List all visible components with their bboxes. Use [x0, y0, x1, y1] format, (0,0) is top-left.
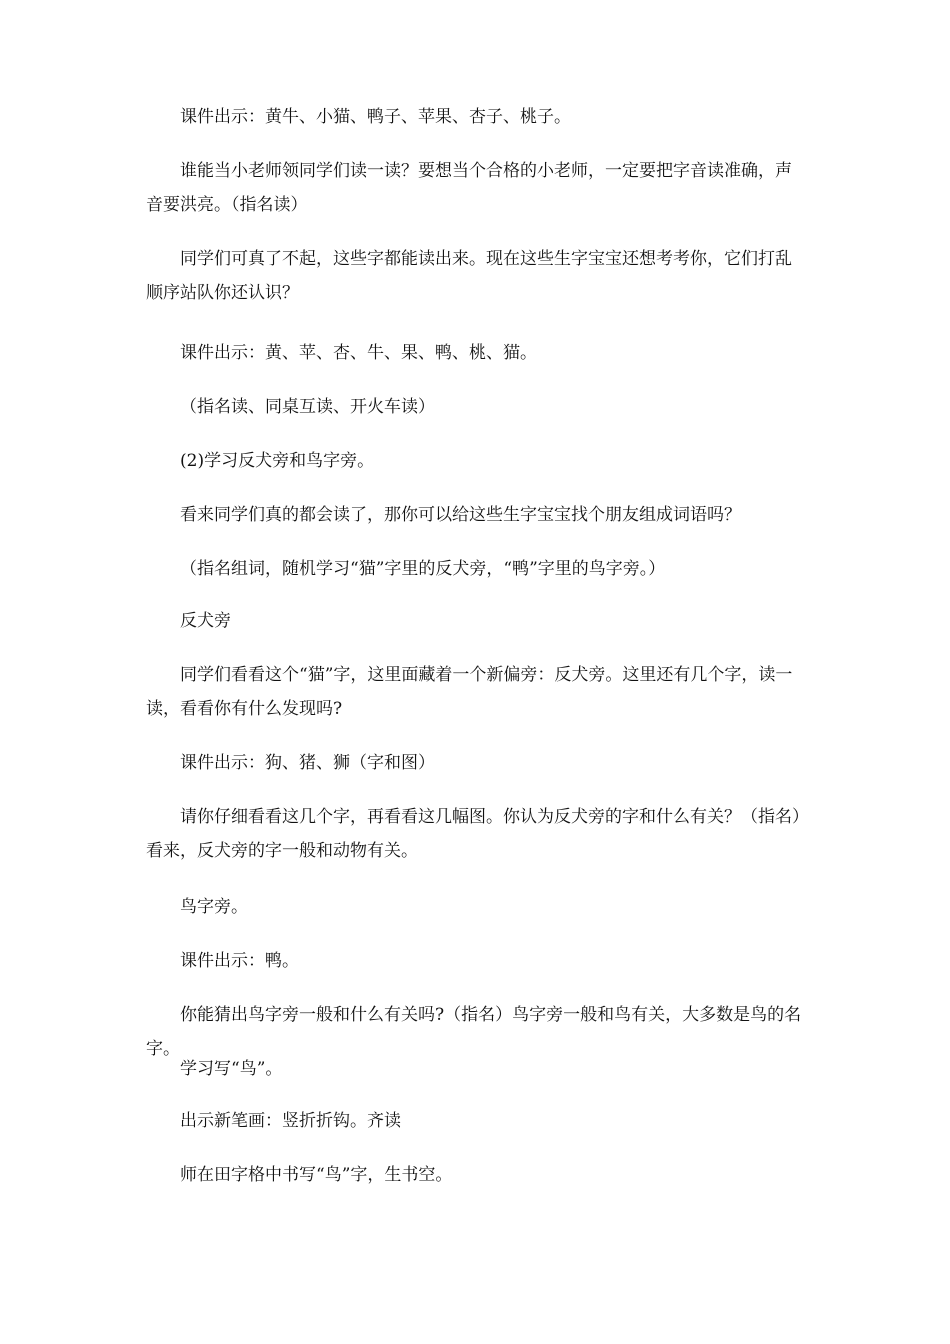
paragraph: 师在田字格中书写“鸟”字，生书空。 [180, 1165, 453, 1185]
paragraph: 课件出示：鸭。 [180, 951, 299, 971]
paragraph: 课件出示：狗、猪、狮（字和图） [180, 753, 435, 773]
paragraph: 你能猜出鸟字旁一般和什么有关吗?（指名）鸟字旁一般和鸟有关，大多数是鸟的名字。 [146, 1005, 802, 1059]
paragraph: 课件出示：黄、苹、杏、牛、果、鸭、桃、猫。 [180, 343, 537, 363]
paragraph: 学习写“鸟”。 [180, 1059, 283, 1079]
paragraph: （指名组词，随机学习“猫”字里的反犬旁，“鸭”字里的鸟字旁。） [180, 559, 666, 579]
paragraph: 谁能当小老师领同学们读一读？要想当个合格的小老师，一定要把字音读准确，声音要洪亮。（指名读） [146, 161, 792, 215]
paragraph: (2)学习反犬旁和鸟字旁。 [180, 451, 375, 471]
paragraph: 看来同学们真的都会读了，那你可以给这些生字宝宝找个朋友组成词语吗？ [180, 505, 741, 525]
section-heading: 鸟字旁。 [180, 897, 248, 917]
paragraph: 请你仔细看看这几个字，再看看这几幅图。你认为反犬旁的字和什么有关？（指名）看来，反犬旁的字一般和动物有关。 [146, 807, 801, 861]
paragraph: （指名读、同桌互读、开火车读） [180, 397, 435, 417]
section-heading: 反犬旁 [180, 611, 231, 631]
paragraph: 出示新笔画：竖折折钩。齐读 [180, 1111, 401, 1131]
paragraph: 课件出示：黄牛、小猫、鸭子、苹果、杏子、桃子。 [180, 107, 571, 127]
paragraph: 同学们可真了不起，这些字都能读出来。现在这些生字宝宝还想考考你，它们打乱顺序站队你还认识？ [146, 249, 792, 303]
paragraph: 同学们看看这个“猫”字，这里面藏着一个新偏旁：反犬旁。这里还有几个字，读一读，看看你有什么发现吗? [146, 665, 793, 719]
